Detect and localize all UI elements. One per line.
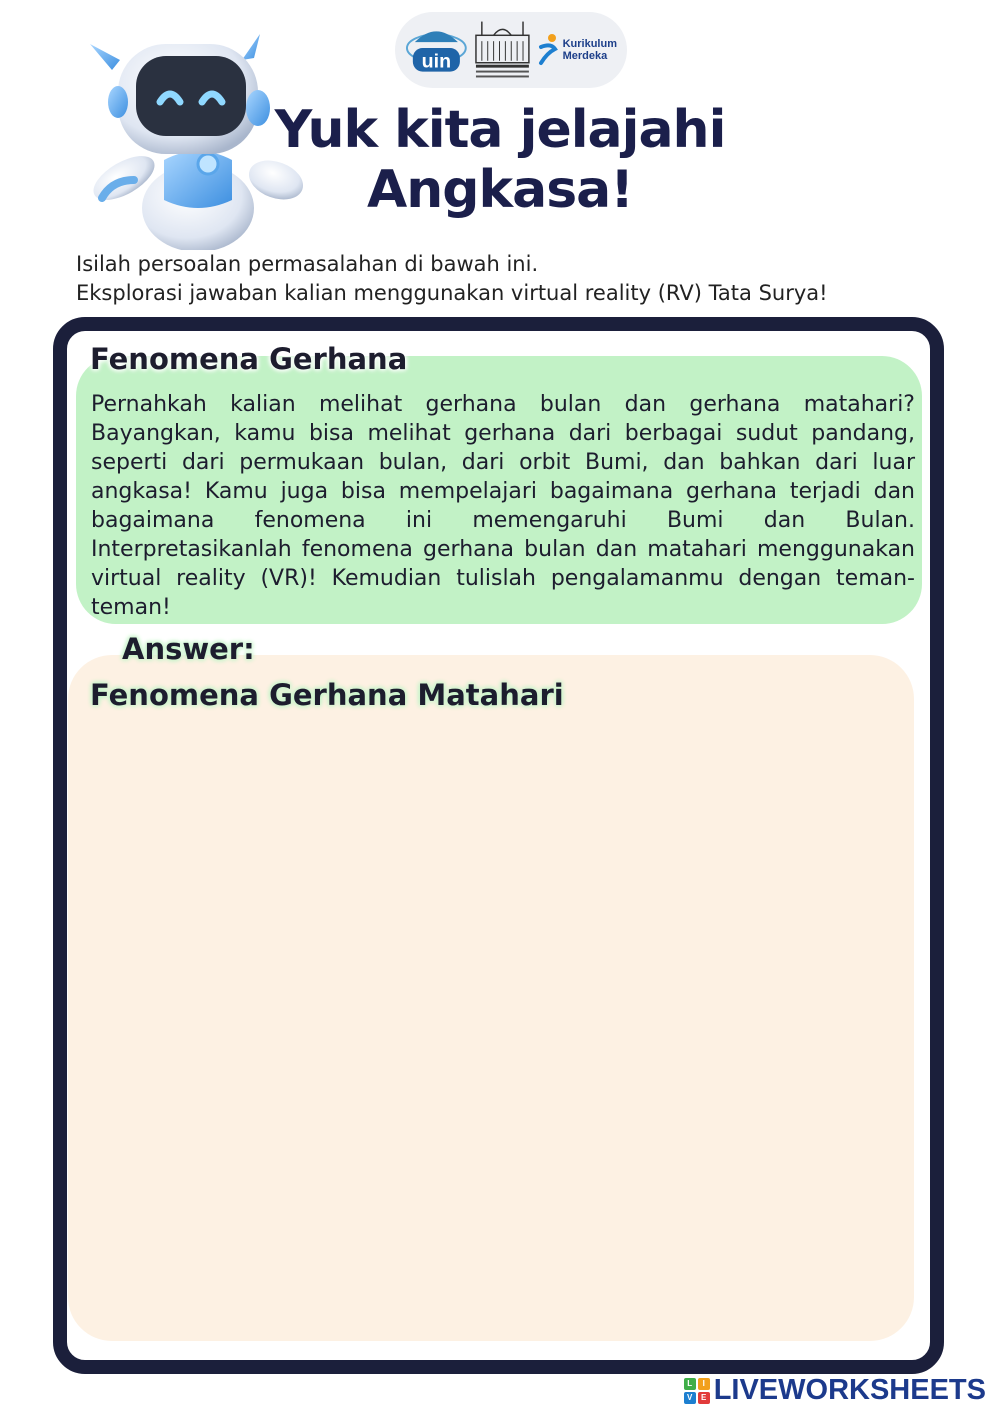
school-logo-icon [474, 17, 531, 83]
answer-label: Answer: [122, 632, 255, 666]
answer-text-value[interactable]: Fenomena Gerhana Matahari [90, 678, 564, 712]
icon-letter-l: L [684, 1378, 696, 1390]
title-line-1: Yuk kita jelajahi [274, 100, 726, 160]
instruction-line-2: Eksplorasi jawaban kalian menggunakan virtual reality (RV) Tata Surya! [76, 281, 828, 305]
uin-logo-icon [405, 18, 468, 82]
icon-letter-e: E [698, 1392, 710, 1404]
title-line-2: Angkasa! [367, 160, 633, 220]
question-text: Pernahkah kalian melihat gerhana bulan dan gerhana matahari? Bayangkan, kamu bisa melihat gerhana dari berbagai sudut pandang, seperti dari permukaan bulan, dari orbit Bumi, dan bahkan dari luar angkasa! Kamu juga bisa mempelajari bagaimana gerhana terjadi dan bagaimana fenomena ini memengaruhi Bumi dan Bulan. Interpretasikanlah fenomena gerhana bulan dan matahari menggunakan virtual reality (VR)! Kemudian tulislah pengalamanmu dengan teman-teman! [91, 392, 915, 620]
liveworksheets-brand [684, 1374, 986, 1407]
answer-input-area[interactable] [68, 655, 914, 1341]
instructions [76, 250, 956, 308]
uin-logo-text: uin [421, 50, 452, 73]
merdeka-label: Merdeka [562, 50, 608, 62]
kurikulum-merdeka-logo [537, 33, 617, 67]
kurikulum-label: Kurikulum [562, 38, 617, 50]
question-title: Fenomena Gerhana [90, 342, 408, 376]
instruction-line-1: Isilah persoalan permasalahan di bawah ini. [76, 252, 539, 276]
icon-letter-i: I [698, 1378, 710, 1390]
liveworksheets-icon [684, 1378, 710, 1404]
page-title [240, 100, 760, 220]
icon-letter-v: V [684, 1392, 696, 1404]
header-logos [395, 12, 627, 88]
kurikulum-merdeka-icon [537, 33, 559, 67]
liveworksheets-label: LIVEWORKSHEETS [713, 1374, 986, 1406]
